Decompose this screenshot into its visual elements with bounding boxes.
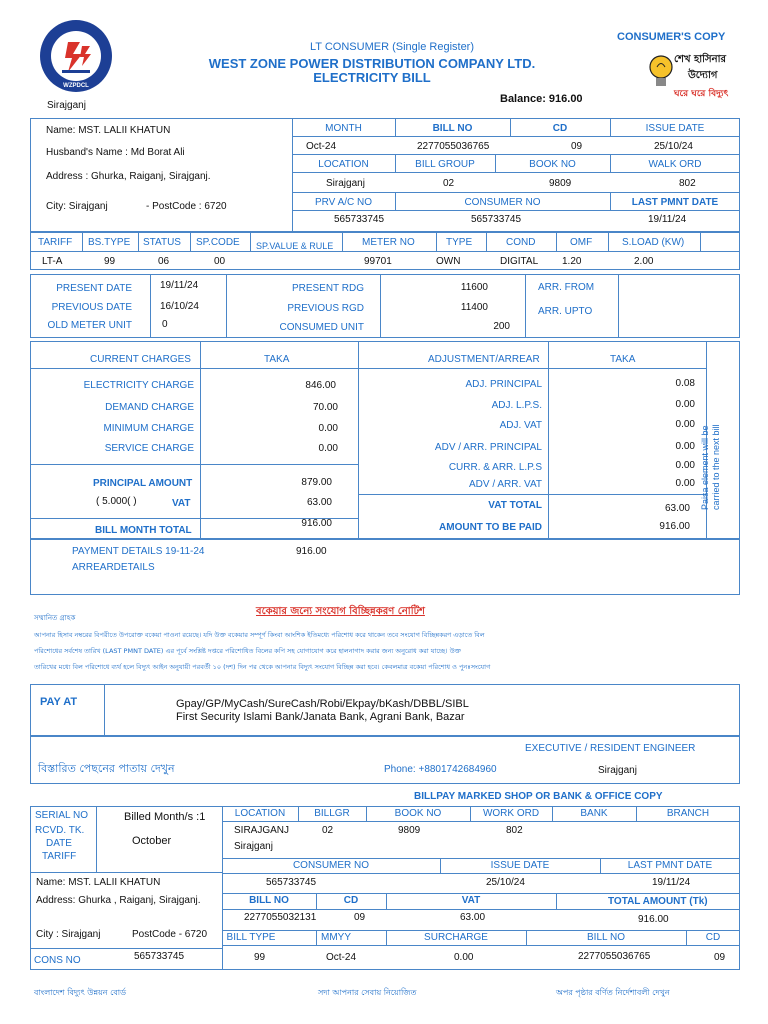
demand-charge: 70.00 [312, 402, 338, 413]
vat-total: 63.00 [664, 503, 690, 514]
consumed-unit: 200 [493, 321, 510, 332]
husband-name: Husband's Name : Md Borat Ali [46, 147, 185, 158]
consumer-city: City: Sirajganj [46, 201, 108, 212]
bill-month-total: 916.00 [301, 518, 332, 529]
curr-arr-lps: 0.00 [675, 460, 695, 471]
old-meter-unit: 0 [162, 319, 168, 330]
service-charge: 0.00 [318, 443, 338, 454]
principal-amount: 879.00 [301, 477, 332, 488]
oc-last-payment: 19/11/24 [652, 877, 691, 888]
tariff-value: LT-A [42, 256, 63, 267]
oc-mmyy: Oct-24 [326, 952, 357, 963]
oc-bookno: 9809 [398, 825, 421, 836]
issue-date: 25/10/24 [654, 141, 693, 152]
payment-amount: 916.00 [296, 546, 327, 557]
oc-bill-type: 99 [254, 952, 266, 963]
consumer-no: 565733745 [471, 214, 522, 225]
book-no: 9809 [549, 178, 572, 189]
executive-office: Sirajganj [598, 765, 637, 776]
meter-type-value: OWN [436, 256, 461, 267]
oc-total-amount: 916.00 [638, 914, 669, 925]
consumer-name: Name: MST. LALII KHATUN [46, 125, 171, 136]
minimum-charge: 0.00 [318, 423, 338, 434]
oc-bill-no-2: 2277055036765 [578, 951, 651, 962]
bulb-icon [648, 54, 674, 94]
meter-no-value: 99701 [364, 256, 392, 267]
office-copy-title: BILLPAY MARKED SHOP OR BANK & OFFICE COPY [414, 791, 663, 802]
oc-workord: 802 [506, 825, 523, 836]
oc-location: SIRAJGANJ [234, 825, 290, 836]
amount-to-be-paid: 916.00 [659, 521, 690, 532]
adj-vat: 0.00 [675, 419, 695, 430]
payment-details: PAYMENT DETAILS 19-11-24 [72, 546, 205, 557]
bill-month: Oct-24 [306, 141, 337, 152]
oc-vat: 63.00 [460, 912, 486, 923]
company-name: WEST ZONE POWER DISTRIBUTION COMPANY LTD. [208, 56, 536, 71]
present-reading: 11600 [460, 282, 488, 293]
adj-principal: 0.08 [675, 378, 695, 389]
vat-rate: ( 5.000( ) [96, 496, 137, 507]
bill-cd: 09 [571, 141, 583, 152]
oc-address: Address: Ghurka , Raiganj, Sirajganj. [36, 895, 201, 906]
oc-name: Name: MST. LALII KHATUN [36, 877, 161, 888]
consumers-copy-label: CONSUMER'S COPY [617, 31, 726, 43]
cond-value: DIGITAL [500, 256, 539, 267]
prv-ac-no: 565733745 [334, 214, 385, 225]
phone-number: Phone: +8801742684960 [384, 764, 497, 775]
details-back-page: বিস্তারিত পেছনের পাতায় দেখুন [38, 762, 175, 775]
adv-arr-vat: 0.00 [675, 478, 695, 489]
oc-city: City : Sirajganj [36, 929, 101, 940]
consumer-postcode: - PostCode : 6720 [146, 201, 227, 212]
oc-cd: 09 [354, 912, 366, 923]
vat-amount: 63.00 [306, 497, 332, 508]
billed-month: October [132, 835, 172, 847]
previous-reading: 11400 [460, 302, 488, 313]
lt-consumer-label: LT CONSUMER (Single Register) [309, 41, 475, 53]
previous-date: 16/10/24 [160, 301, 199, 312]
campaign-logo: শেখ হাসিনার উদ্যোগ ঘরে ঘরে বিদ্যুৎ [648, 48, 738, 110]
oc-cons-no: 565733745 [134, 951, 185, 962]
executive-title: EXECUTIVE / RESIDENT ENGINEER [525, 743, 696, 754]
bill-title: ELECTRICITY BILL [313, 70, 431, 85]
sp-code-value: 00 [214, 256, 226, 267]
billed-months: Billed Month/s :1 [124, 811, 206, 823]
location: Sirajganj [326, 178, 365, 189]
notice-title: বকেয়ার জন্যে সংযোগ বিচ্ছিন্নকরণ নোটিশ [256, 606, 425, 617]
last-payment-date: 19/11/24 [648, 214, 687, 225]
oc-billgr: 02 [322, 825, 334, 836]
walk-ord: 802 [679, 178, 696, 189]
oc-consumer-no: 565733745 [266, 877, 317, 888]
oc-surcharge: 0.00 [454, 952, 474, 963]
oc-cd-2: 09 [714, 952, 726, 963]
arrear-details: ARREARDETAILS [72, 562, 155, 573]
bs-type-value: 99 [104, 256, 116, 267]
pay-at-banks: First Security Islami Bank/Janata Bank, Agrani Bank, Bazar [176, 711, 465, 723]
consumer-address: Address : Ghurka, Raiganj, Sirajganj. [46, 171, 211, 182]
oc-postcode: PostCode - 6720 [132, 929, 208, 940]
adv-arr-principal: 0.00 [675, 441, 695, 452]
omf-value: 1.20 [562, 256, 582, 267]
logo-text: WZPDCL [63, 83, 89, 89]
paisa-note: Paisa element will be carried to the next bill [700, 424, 721, 510]
oc-issue-date: 25/10/24 [486, 877, 525, 888]
bill-group: 02 [443, 178, 455, 189]
oc-location-2: Sirajganj [234, 841, 273, 852]
bill-number: 2277055036765 [417, 141, 490, 152]
pay-at-channels: Gpay/GP/MyCash/SureCash/Robi/Ekpay/bKash/DBBL/SIBL [176, 698, 469, 710]
balance: Balance: 916.00 [500, 93, 583, 105]
electricity-charge: 846.00 [305, 380, 336, 391]
sload-value: 2.00 [634, 256, 654, 267]
status-value: 06 [158, 256, 170, 267]
office-name: Sirajganj [47, 100, 86, 111]
present-date: 19/11/24 [160, 280, 199, 291]
adj-lps: 0.00 [675, 399, 695, 410]
oc-bill-no: 2277055032131 [244, 912, 317, 923]
